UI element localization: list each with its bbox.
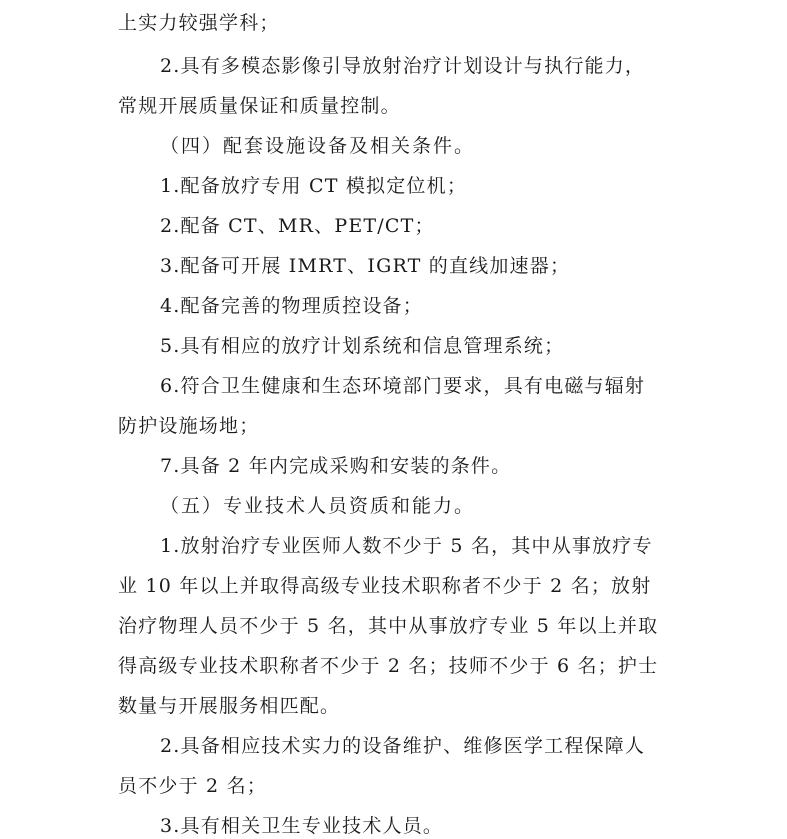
text-line: 业 10 年以上并取得高级专业技术职称者不少于 2 名；放射 — [118, 575, 652, 597]
text-line: 1.配备放疗专用 CT 模拟定位机； — [160, 175, 468, 197]
text-line: 数量与开展服务相匹配。 — [118, 695, 341, 717]
text-line: 1.放射治疗专业医师人数不少于 5 名，其中从事放疗专 — [160, 535, 653, 557]
text-line: 3.配备可开展 IMRT、IGRT 的直线加速器； — [160, 255, 571, 277]
text-line: 5.具有相应的放疗计划系统和信息管理系统； — [160, 335, 565, 357]
text-line: 治疗物理人员不少于 5 名，其中从事放疗专业 5 年以上并取 — [118, 615, 659, 637]
text-line: 员不少于 2 名； — [118, 775, 267, 797]
text-line: 上实力较强学科； — [118, 12, 280, 34]
text-line: 7.具备 2 年内完成采购和安装的条件。 — [160, 455, 512, 477]
text-line: 防护设施场地； — [118, 415, 260, 437]
text-line: 2.具备相应技术实力的设备维护、维修医学工程保障人 — [160, 735, 646, 757]
section-heading-4: （四）配套设施设备及相关条件。 — [160, 135, 476, 157]
text-line: 2.配备 CT、MR、PET/CT； — [160, 215, 435, 237]
text-line: 4.配备完善的物理质控设备； — [160, 295, 423, 317]
text-line: 常规开展质量保证和质量控制。 — [118, 95, 401, 117]
text-line: 6.符合卫生健康和生态环境部门要求，具有电磁与辐射 — [160, 375, 646, 397]
section-heading-5: （五）专业技术人员资质和能力。 — [160, 495, 476, 517]
text-line: 2.具有多模态影像引导放射治疗计划设计与执行能力， — [160, 55, 646, 77]
text-line: 得高级专业技术职称者不少于 2 名；技师不少于 6 名；护士 — [118, 655, 659, 677]
text-line: 3.具有相关卫生专业技术人员。 — [160, 815, 444, 837]
